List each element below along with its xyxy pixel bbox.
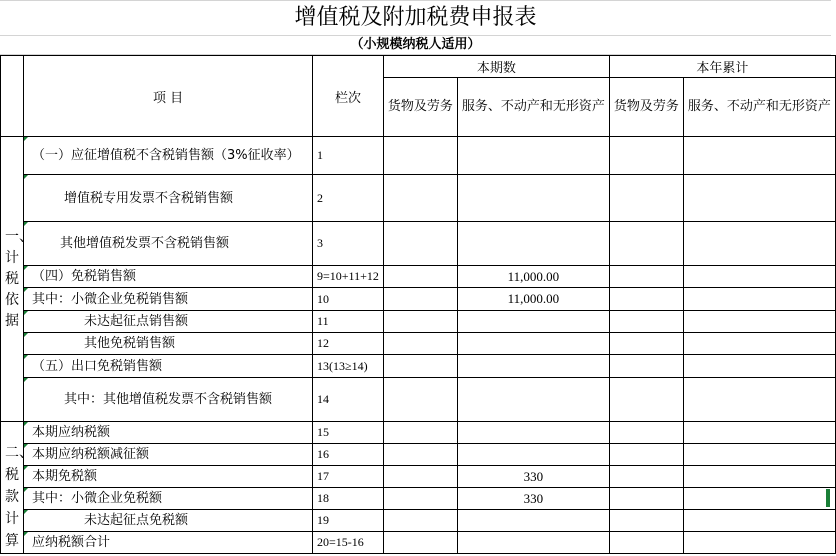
row-item[interactable]: 本期应纳税额减征额 [24,444,313,466]
table-row [1,444,836,466]
cell-comment-marker [24,266,28,270]
row-col[interactable]: 13(13≥14) [313,355,384,378]
header-column[interactable]: 栏次 [313,56,384,137]
row-col[interactable]: 9=10+11+12 [313,266,384,288]
header-period-services[interactable]: 服务、不动产和无形资产 [457,78,609,137]
cell-ytd-goods[interactable] [609,422,683,444]
row-marker [826,489,830,507]
row-item[interactable]: 其中：其他增值税发票不含税销售额 [24,378,313,422]
cell-ytd-goods[interactable] [609,510,683,532]
row-col[interactable]: 1 [313,137,384,175]
row-item[interactable]: （五）出口免税销售额 [24,355,313,378]
cell-ytd-services[interactable] [683,333,835,355]
cell-period-services[interactable]: 11,000.00 [457,288,609,311]
cell-period-services[interactable] [457,222,609,266]
table-row [1,488,836,510]
tax-return-table [0,55,836,554]
cell-period-goods[interactable] [383,422,457,444]
cell-comment-marker [24,288,28,292]
cell-period-goods[interactable] [383,488,457,510]
cell-ytd-goods[interactable] [609,488,683,510]
row-col[interactable]: 19 [313,510,384,532]
cell-comment-marker [24,378,28,382]
cell-comment-marker [24,355,28,359]
cell-period-goods[interactable] [383,222,457,266]
cell-period-services[interactable] [457,378,609,422]
cell-period-goods[interactable] [383,175,457,222]
header-period-goods[interactable]: 货物及劳务 [383,78,457,137]
table-row [1,422,836,444]
table-row [1,466,836,488]
cell-ytd-goods[interactable] [609,378,683,422]
row-item[interactable]: 本期应纳税额 [24,422,313,444]
cell-ytd-goods[interactable] [609,466,683,488]
cell-period-services[interactable] [457,444,609,466]
cell-comment-marker [24,422,28,426]
cell-period-goods[interactable] [383,378,457,422]
row-col[interactable]: 10 [313,288,384,311]
cell-ytd-services[interactable] [683,137,835,175]
cell-comment-marker [24,466,28,470]
cell-ytd-goods[interactable] [609,311,683,333]
cell-ytd-goods[interactable] [609,175,683,222]
cell-period-services[interactable] [457,175,609,222]
row-col[interactable]: 17 [313,466,384,488]
cell-comment-marker [24,333,28,337]
corner-cell[interactable] [1,56,24,137]
cell-ytd-services[interactable] [683,311,835,333]
row-col[interactable]: 18 [313,488,384,510]
section-two-label[interactable] [1,422,33,554]
row-item[interactable]: 未达起征点销售额 [24,311,313,333]
cell-period-services[interactable]: 11,000.00 [457,266,609,288]
cell-ytd-goods[interactable] [609,333,683,355]
cell-ytd-services[interactable] [683,288,835,311]
row-col[interactable]: 16 [313,444,384,466]
cell-period-goods[interactable] [383,137,457,175]
cell-period-services[interactable] [457,333,609,355]
cell-period-goods[interactable] [383,532,457,554]
section-two-text: 二、税款计算 [5,445,33,549]
sheet-title[interactable]: 增值税及附加税费申报表 [294,5,537,30]
cell-period-services[interactable] [457,355,609,378]
row-item[interactable]: 其中：小微企业免税销售额 [24,288,313,311]
cell-period-services[interactable]: 330 [457,466,609,488]
cell-ytd-services[interactable] [683,422,835,444]
cell-comment-marker [24,444,28,448]
cell-comment-marker [24,532,28,536]
row-item[interactable]: 其他免税销售额 [24,333,313,355]
row-item[interactable]: （四）免税销售额 [24,266,313,288]
table-row [1,355,836,378]
cell-period-goods[interactable] [383,444,457,466]
cell-period-services[interactable] [457,510,609,532]
cell-period-services[interactable] [457,137,609,175]
row-col[interactable]: 12 [313,333,384,355]
cell-period-goods[interactable] [383,466,457,488]
row-item[interactable]: （一）应征增值税不含税销售额（3%征收率） [24,137,313,175]
section-one-label[interactable] [1,137,33,422]
row-item[interactable]: 增值税专用发票不含税销售额 [24,175,313,222]
row-col[interactable]: 20=15-16 [313,532,384,554]
header-item[interactable]: 项 目 [24,56,313,137]
header-period[interactable]: 本期数 [383,56,609,78]
cell-ytd-services[interactable] [683,378,835,422]
cell-period-services[interactable] [457,422,609,444]
cell-period-goods[interactable] [383,266,457,288]
table-row [1,288,836,311]
table-row [1,333,836,355]
cell-ytd-services[interactable] [683,466,835,488]
cell-period-goods[interactable] [383,510,457,532]
row-item[interactable]: 本期免税额 [24,466,313,488]
cell-period-services[interactable] [457,311,609,333]
table-row [1,266,836,288]
cell-ytd-goods[interactable] [609,355,683,378]
cell-comment-marker [24,137,28,141]
row-col[interactable]: 11 [313,311,384,333]
cell-comment-marker [24,175,28,179]
row-col[interactable]: 14 [313,378,384,422]
table-row [1,510,836,532]
row-item[interactable]: 未达起征点免税额 [24,510,313,532]
cell-ytd-goods[interactable] [609,444,683,466]
cell-period-goods[interactable] [383,311,457,333]
cell-period-goods[interactable] [383,333,457,355]
row-col[interactable]: 15 [313,422,384,444]
cell-comment-marker [24,488,28,492]
table-row [1,175,836,222]
row-item[interactable]: 其中：小微企业免税额 [24,488,313,510]
cell-ytd-services[interactable] [683,532,835,554]
cell-ytd-services[interactable] [683,488,835,510]
cell-ytd-services[interactable] [683,510,835,532]
header-ytd[interactable]: 本年累计 [609,56,835,78]
header-ytd-goods[interactable]: 货物及劳务 [609,78,683,137]
cell-period-goods[interactable] [383,355,457,378]
cell-comment-marker [24,311,28,315]
cell-ytd-goods[interactable] [609,222,683,266]
cell-comment-marker [24,510,28,514]
cell-ytd-goods[interactable] [609,137,683,175]
table-row [1,222,836,266]
cell-period-goods[interactable] [383,288,457,311]
cell-ytd-services[interactable] [683,444,835,466]
cell-ytd-services[interactable] [683,222,835,266]
row-col[interactable]: 2 [313,175,384,222]
cell-comment-marker [24,222,28,226]
cell-ytd-services[interactable] [683,175,835,222]
cell-period-services[interactable] [457,532,609,554]
table-row [1,532,836,554]
cell-ytd-goods[interactable] [609,266,683,288]
row-col[interactable]: 3 [313,222,384,266]
table-row [1,311,836,333]
row-item[interactable]: 应纳税额合计 [24,532,313,554]
section-one-text: 一、计税依据 [5,228,33,329]
cell-ytd-services[interactable] [683,355,835,378]
cell-ytd-goods[interactable] [609,288,683,311]
cell-ytd-goods[interactable] [609,532,683,554]
row-item[interactable]: 其他增值税发票不含税销售额 [24,222,313,266]
header-ytd-services[interactable]: 服务、不动产和无形资产 [683,78,835,137]
table-row [1,378,836,422]
sheet-subtitle[interactable]: （小规模纳税人适用） [350,37,481,52]
cell-period-services[interactable]: 330 [457,488,609,510]
cell-ytd-services[interactable] [683,266,835,288]
table-row [1,137,836,175]
